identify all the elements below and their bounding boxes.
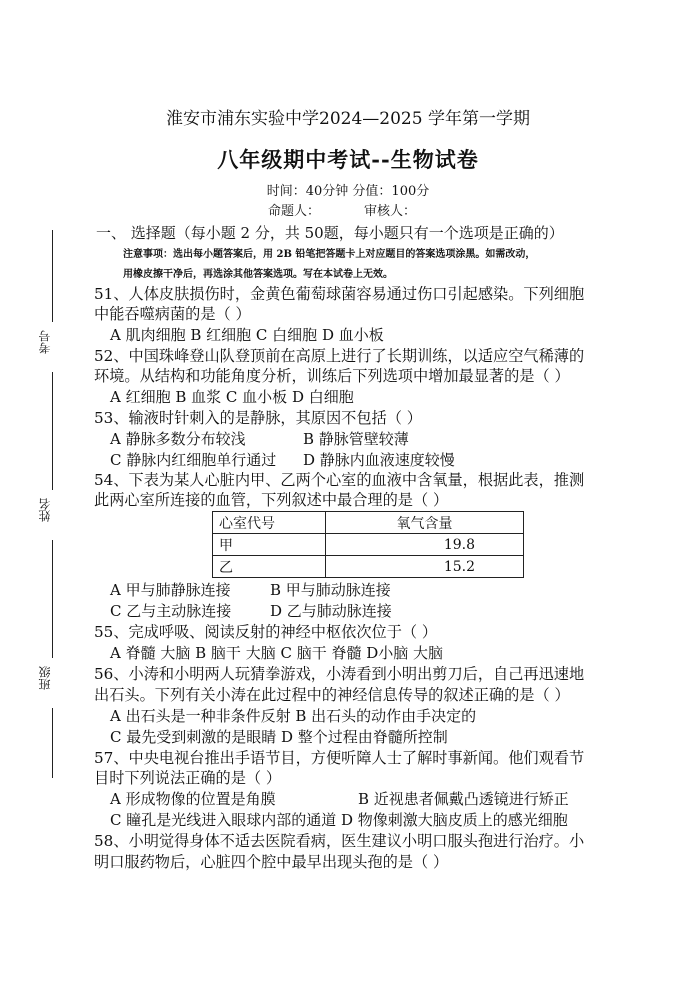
class-label: 班级	[38, 666, 52, 690]
school-term-line: 淮安市浦东实验中学2024—2025 学年第一学期	[166, 109, 530, 129]
table-header-cell: 氧气含量	[326, 512, 524, 534]
exam-title: 八年级期中考试--生物试卷	[217, 147, 479, 172]
table-cell: 乙	[213, 556, 326, 578]
q57-options-cd: C 瞳孔是光线进入眼球内部的通道 D 物像刺激大脑皮质上的感光细胞	[110, 811, 568, 829]
q53-option-c: C 静脉内红细胞单行通过	[110, 451, 277, 469]
binding-line-bottom	[52, 708, 53, 778]
q57-option-b: B 近视患者佩戴凸透镜进行矫正	[358, 790, 569, 808]
table-header-cell: 心室代号	[213, 512, 326, 534]
q58-stem-line-2: 明口服药物后，心脏四个腔中最早出现头孢的是（ ）	[94, 853, 449, 871]
q55-options: A 脊髓 大脑 B 脑干 大脑 C 脑干 脊髓 D小脑 大脑	[110, 644, 444, 662]
q53-option-a: A 静脉多数分布较浅	[110, 430, 246, 448]
q57-stem-line-1: 57、中央电视台推出手语节目，方便听障人士了解时事新闻。他们观看节	[94, 749, 585, 767]
q51-stem-line-2: 中能吞噬病菌的是（ ）	[94, 305, 251, 323]
setter-label: 命题人：	[268, 204, 321, 219]
q54-option-d: D 乙与肺动脉连接	[270, 602, 392, 620]
student-name-label: 姓名	[38, 498, 52, 522]
q56-options-cd: C 最先受到刺激的是眼睛 D 整个过程由脊髓所控制	[110, 728, 448, 746]
q52-stem-line-1: 52、中国珠峰登山队登顶前在高原上进行了长期训练，以适应空气稀薄的	[94, 347, 585, 365]
table-header-row	[213, 512, 524, 534]
q51-options: A 肌肉细胞 B 红细胞 C 白细胞 D 血小板	[110, 326, 384, 344]
setter-reviewer-line	[268, 200, 416, 219]
q54-stem-line-2: 此两心室所连接的血管，下列叙述中最合理的是（ ）	[94, 491, 449, 509]
oxygen-content-table	[212, 511, 524, 578]
binding-line-3	[52, 540, 53, 658]
q54-option-a: A 甲与肺静脉连接	[110, 581, 231, 599]
q56-options-ab: A 出石头是一种非条件反射 B 出石头的动作由手决定的	[110, 707, 477, 725]
reviewer-label: 审核人：	[364, 204, 417, 219]
q51-stem-line-1: 51、人体皮肤损伤时，金黄色葡萄球菌容易通过伤口引起感染。下列细胞	[94, 285, 585, 303]
table-row	[213, 556, 524, 578]
notice-line-2: 用橡皮擦干净后，再选涂其他答案选项。写在本试卷上无效。	[123, 269, 393, 280]
q53-stem: 53、输液时针刺入的是静脉，其原因不包括（ ）	[94, 409, 422, 427]
notice-line-1: 注意事项：选出每小题答案后，用 2B 铅笔把答题卡上对应题目的答案选项涂黑。如需改动，	[123, 249, 536, 260]
table-row	[213, 534, 524, 556]
table-cell: 15.2	[326, 556, 524, 578]
q55-stem: 55、完成呼吸、阅读反射的神经中枢依次位于（ ）	[94, 623, 438, 641]
binding-line-top	[52, 230, 53, 322]
table-cell: 甲	[213, 534, 326, 556]
q54-option-b: B 甲与肺动脉连接	[270, 581, 391, 599]
q56-stem-line-1: 56、小涛和小明两人玩猜拳游戏，小涛看到小明出剪刀后，自己再迅速地	[94, 665, 585, 683]
binding-line-2	[52, 372, 53, 490]
q57-option-a: A 形成物像的位置是角膜	[110, 790, 276, 808]
q54-option-c: C 乙与主动脉连接	[110, 602, 232, 620]
q53-option-d: D 静脉内血液速度较慢	[303, 451, 455, 469]
q56-stem-line-2: 出石头。下列有关小涛在此过程中的神经信息传导的叙述正确的是（ ）	[94, 686, 570, 704]
q53-option-b: B 静脉管壁较薄	[303, 430, 409, 448]
exam-number-label: 考号	[38, 330, 52, 354]
q57-stem-line-2: 目时下列说法正确的是（ ）	[94, 769, 282, 787]
section-heading: 一、 选择题（每小题 2 分，共 50题，每小题只有一个选项是正确的）	[96, 224, 564, 242]
q52-options: A 红细胞 B 血浆 C 血小板 D 白细胞	[110, 388, 354, 406]
q52-stem-line-2: 环境。从结构和功能角度分析，训练后下列选项中增加最显著的是（ ）	[94, 367, 570, 385]
q58-stem-line-1: 58、小明觉得身体不适去医院看病，医生建议小明口服头孢进行治疗。小	[94, 832, 585, 850]
time-score-line: 时间：40分钟 分值：100分	[266, 184, 430, 199]
q54-stem-line-1: 54、下表为某人心脏内甲、乙两个心室的血液中含氧量，根据此表，推测	[94, 471, 585, 489]
table-cell: 19.8	[326, 534, 524, 556]
